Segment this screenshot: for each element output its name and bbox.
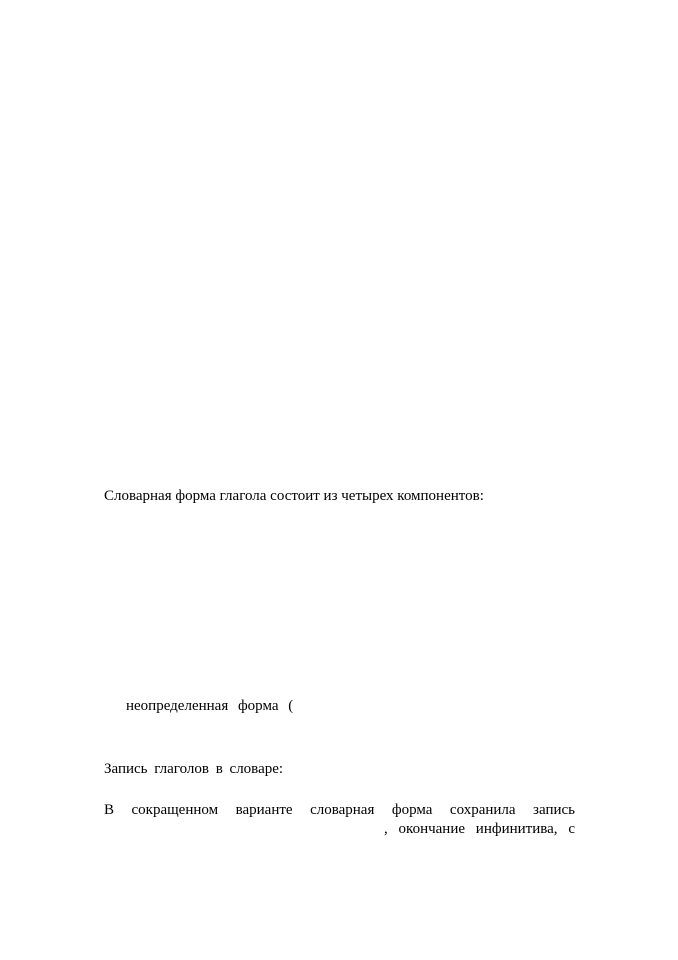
short-variant-line-2: , окончание инфинитива, с bbox=[384, 821, 575, 837]
intro-paragraph: Словарная форма глагола состоит из четырех компонентов: bbox=[104, 488, 484, 504]
infinitive-label: неопределенная форма ( bbox=[126, 698, 294, 714]
dictionary-heading: Запись глаголов в словаре: bbox=[104, 761, 284, 777]
short-variant-line-1: В сокращенном варианте словарная форма сохранила запись bbox=[104, 802, 575, 818]
